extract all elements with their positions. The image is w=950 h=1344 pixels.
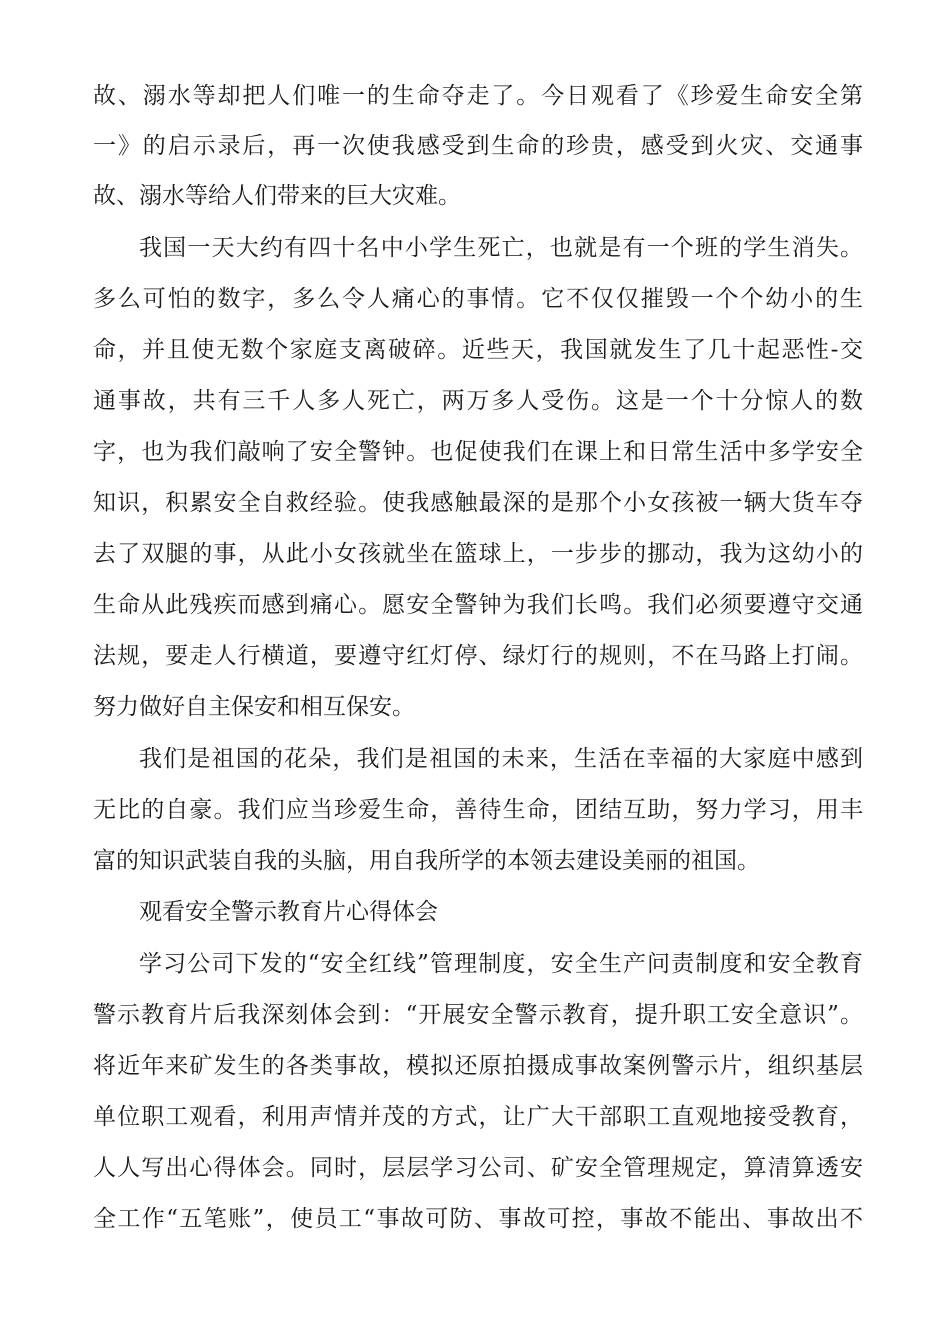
text-line: 命，并且使无数个家庭支离破碎。近些天，我国就发生了几十起恶性-交 [93,337,863,363]
text-line: 故、溺水等却把人们唯一的生命夺走了。今日观看了《珍爱生命安全第 [93,83,863,109]
text-line: 努力做好自主保安和相互保安。 [93,694,415,720]
text-line: 知识，积累安全自救经验。使我感触最深的是那个小女孩被一辆大货车夺 [93,490,863,516]
text-line: 将近年来矿发生的各类事故，模拟还原拍摄成事故案例警示片，组织基层 [93,1053,863,1079]
text-line: 富的知识武装自我的头脑，用自我所学的本领去建设美丽的祖国。 [93,848,760,874]
text-line: 无比的自豪。我们应当珍爱生命，善待生命，团结互助，努力学习，用丰 [93,797,863,823]
text-line: 通事故，共有三千人多人死亡，两万多人受伤。这是一个十分惊人的数 [93,388,863,414]
paragraph-first-line: 学习公司下发的“安全红线”管理制度，安全生产问责制度和安全教育 [139,951,863,977]
text-line: 人人写出心得体会。同时，层层学习公司、矿安全管理规定，算清算透安 [93,1155,863,1181]
text-line: 警示教育片后我深刻体会到：“开展安全警示教育，提升职工安全意识”。 [93,1002,863,1028]
text-line: 字，也为我们敲响了安全警钟。也促使我们在课上和日常生活中多学安全 [93,439,863,465]
text-line: 法规，要走人行横道，要遵守红灯停、绿灯行的规则，不在马路上打闹。 [93,643,863,669]
text-line: 多么可怕的数字，多么令人痛心的事情。它不仅仅摧毁一个个幼小的生 [93,286,863,312]
text-line: 生命从此残疾而感到痛心。愿安全警钟为我们长鸣。我们必须要遵守交通 [93,592,863,618]
text-line: 去了双腿的事，从此小女孩就坐在篮球上，一步步的挪动，我为这幼小的 [93,541,863,567]
paragraph-first-line: 我国一天大约有四十名中小学生死亡，也就是有一个班的学生消失。 [139,235,863,261]
text-line: 一》的启示录后，再一次使我感受到生命的珍贵，感受到火灾、交通事 [93,133,863,159]
text-line: 全工作“五笔账”，使员工“事故可防、事故可控，事故不能出、事故出不 [93,1206,863,1232]
paragraph-first-line: 我们是祖国的花朵，我们是祖国的未来，生活在幸福的大家庭中感到 [139,746,863,772]
text-line: 单位职工观看，利用声情并茂的方式，让广大干部职工直观地接受教育， [93,1104,863,1130]
text-line: 故、溺水等给人们带来的巨大灾难。 [93,183,461,209]
section-heading: 观看安全警示教育片心得体会 [139,899,438,925]
